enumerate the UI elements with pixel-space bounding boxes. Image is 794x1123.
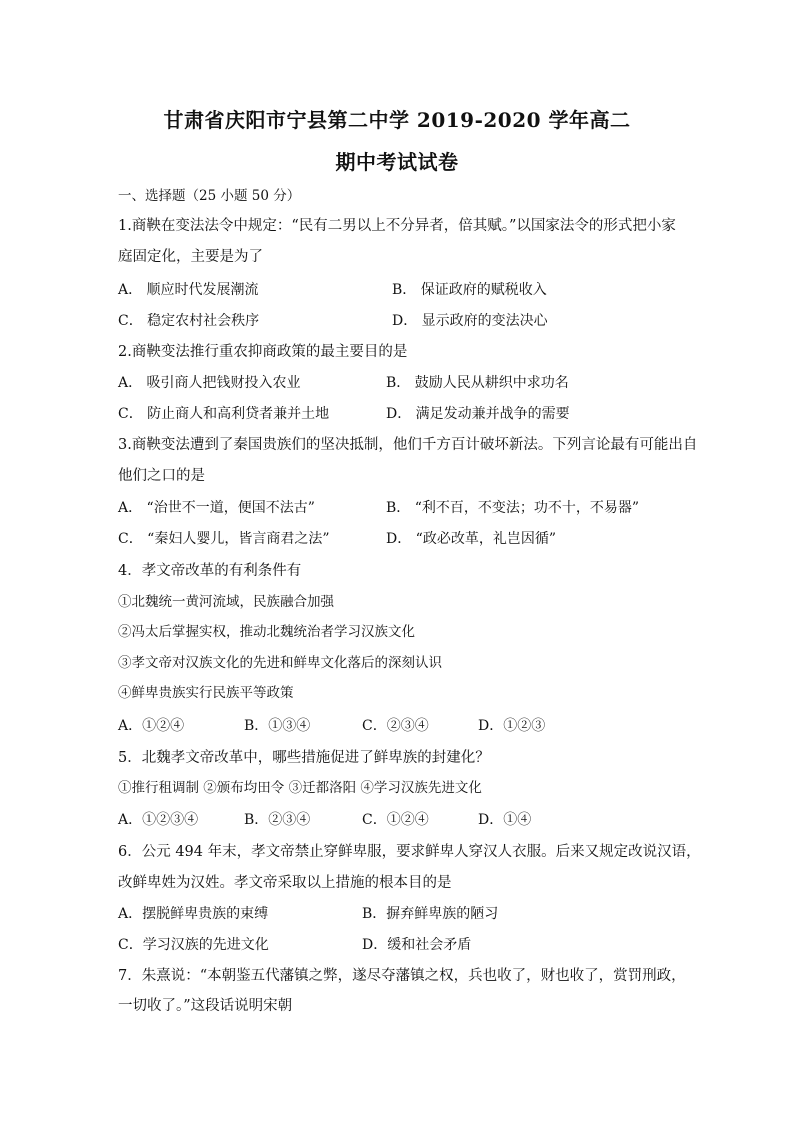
q6-option-c[interactable]: C．学习汉族的先进文化	[118, 937, 269, 953]
q4-stem-line1: 4．孝文帝改革的有利条件有	[118, 563, 302, 579]
section-heading: 一、选择题（25 小题 50 分）	[118, 188, 301, 204]
q3-option-b[interactable]: B． “利不百，不变法；功不十，不易器”	[386, 500, 640, 516]
q7-stem-line1: 7．朱熹说：“本朝鉴五代藩镇之弊，遂尽夺藩镇之权，兵也收了，财也收了，赏罚刑政，	[118, 968, 686, 984]
q4-option-c[interactable]: C．②③④	[362, 718, 429, 734]
q5-stem-line1: 5．北魏孝文帝改革中，哪些措施促进了鲜卑族的封建化？	[118, 750, 490, 766]
q6-stem-line1: 6．公元 494 年末，孝文帝禁止穿鲜卑服，要求鲜卑人穿汉人衣服。后来又规定改说汉语，	[118, 844, 701, 860]
q6-stem-line2: 改鲜卑姓为汉姓。孝文帝采取以上措施的根本目的是	[118, 875, 452, 891]
q2-option-a[interactable]: A． 吸引商人把钱财投入农业	[118, 375, 301, 391]
q3-option-c[interactable]: C． “秦妇人婴儿，皆言商君之法”	[118, 531, 330, 547]
q1-stem-line2: 庭固定化，主要是为了	[118, 249, 263, 265]
q4-item-1: ①北魏统一黄河流域，民族融合加强	[118, 594, 334, 610]
q3-option-a[interactable]: A． “治世不一道，便国不法古”	[118, 500, 315, 516]
q1-stem-line1: 1.商鞅在变法法令中规定：“民有二男以上不分异者，倍其赋。”以国家法令的形式把小家	[118, 218, 676, 234]
q1-option-d[interactable]: D． 显示政府的变法决心	[392, 313, 548, 329]
q6-option-b[interactable]: B．摒弃鲜卑族的陋习	[362, 906, 499, 922]
q2-stem-line1: 2.商鞅变法推行重农抑商政策的最主要目的是	[118, 344, 408, 360]
q7-stem-line2: 一切收了。”这段话说明宋朝	[118, 998, 293, 1014]
q4-option-a[interactable]: A．①②④	[118, 718, 185, 734]
q4-option-d[interactable]: D．①②③	[478, 718, 546, 734]
q3-stem-line1: 3.商鞅变法遭到了秦国贵族们的坚决抵制，他们千方百计破坏新法。下列言论最有可能出自	[118, 437, 698, 453]
q1-option-b[interactable]: B． 保证政府的赋税收入	[392, 282, 547, 298]
q4-item-4: ④鲜卑贵族实行民族平等政策	[118, 685, 294, 701]
q5-items: ①推行租调制 ②颁布均田令 ③迁都洛阳 ④学习汉族先进文化	[118, 780, 482, 796]
q4-option-b[interactable]: B．①③④	[244, 718, 311, 734]
q2-option-d[interactable]: D． 满足发动兼并战争的需要	[386, 406, 570, 422]
q1-option-c[interactable]: C． 稳定农村社会秩序	[118, 313, 260, 329]
q6-option-a[interactable]: A．摆脱鲜卑贵族的束缚	[118, 906, 269, 922]
q2-option-b[interactable]: B． 鼓励人民从耕织中求功名	[386, 375, 569, 391]
q5-option-a[interactable]: A．①②③④	[118, 812, 199, 828]
q5-option-c[interactable]: C．①②④	[362, 812, 429, 828]
exam-title-line1: 甘肃省庆阳市宁县第二中学 2019-2020 学年高二	[163, 108, 631, 132]
q1-option-a[interactable]: A． 顺应时代发展潮流	[118, 282, 259, 298]
q3-option-d[interactable]: D． “政必改革，礼岂因循”	[386, 531, 556, 547]
q5-option-d[interactable]: D．①④	[478, 812, 532, 828]
q4-item-2: ②冯太后掌握实权，推动北魏统治者学习汉族文化	[118, 624, 415, 640]
q6-option-d[interactable]: D．缓和社会矛盾	[362, 937, 472, 953]
q2-option-c[interactable]: C． 防止商人和高利贷者兼并土地	[118, 406, 330, 422]
q4-item-3: ③孝文帝对汉族文化的先进和鲜卑文化落后的深刻认识	[118, 655, 442, 671]
q3-stem-line2: 他们之口的是	[118, 468, 205, 484]
q5-option-b[interactable]: B．②③④	[244, 812, 311, 828]
exam-title-line2: 期中考试试卷	[335, 150, 459, 174]
